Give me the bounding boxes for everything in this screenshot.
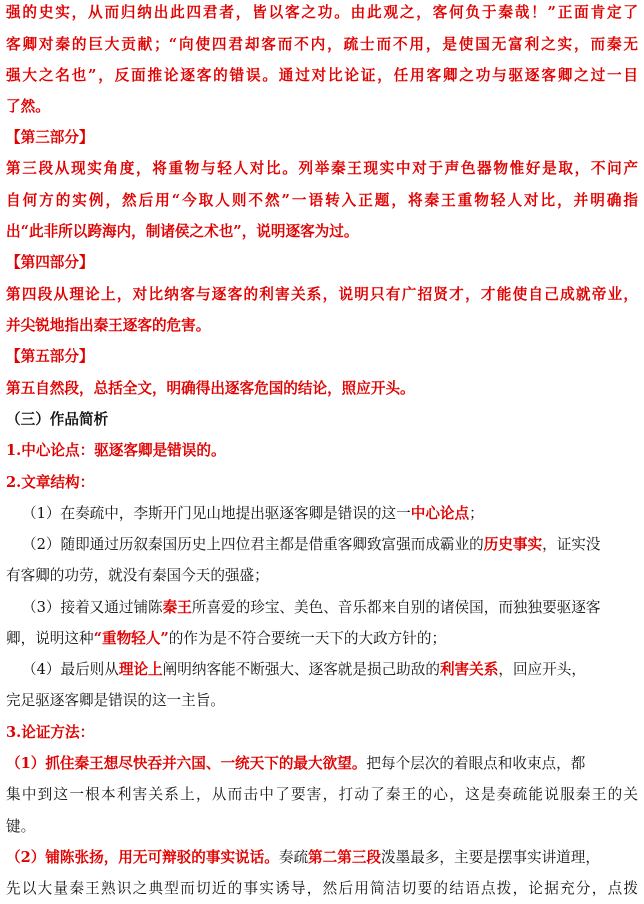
structure-item	[22, 503, 644, 525]
text-span: 把每个层次的着眼点和收束点，都	[366, 755, 586, 772]
text-span: 泼墨最多，主要是摆事实讲道理，	[381, 849, 600, 866]
highlight-span: 理论上	[118, 661, 163, 678]
text-span: （2）随即通过历叙秦国历史上四位君主都是借重客卿致富强而成霸业的	[22, 536, 484, 553]
paragraph-line: 了然。	[6, 98, 50, 115]
method-item	[6, 847, 638, 869]
paragraph-line: 客卿对秦的巨大贡献；“向使四君却客而不内，疏士而不用，是使国无富利之实，而秦无	[6, 36, 638, 53]
text-span: （1）在奏疏中，李斯开门见山地提出驱逐客卿是错误的这一	[22, 505, 411, 522]
structure-item	[22, 534, 638, 556]
section-heading: 【第三部分】	[6, 129, 94, 146]
highlight-span: （2）铺陈张扬，用无可辩驳的事实说话。	[6, 849, 279, 866]
text-span: 奏疏	[278, 849, 309, 866]
structure-item	[22, 597, 638, 619]
text-span: ，回应开头，	[498, 661, 586, 678]
paragraph-line: 并尖锐地指出秦王逐客的危害。	[6, 317, 211, 334]
section-heading: 【第五部分】	[6, 348, 94, 365]
text-span: 所喜爱的珍宝、美色、音乐都来自别的诸侯国，而独独要驱逐客	[191, 599, 601, 616]
highlight-span: 利害关系	[439, 661, 499, 678]
paragraph-line: 第五自然段，总括全文，明确得出逐客危国的结论，照应开头。	[6, 380, 415, 397]
point-heading: 1.中心论点：驱逐客卿是错误的。	[6, 442, 226, 459]
paragraph-line: 强的史实，从而归纳出此四君者，皆以客之功。由此观之，客何负于秦哉！”正面肯定了	[6, 4, 638, 21]
paragraph-line: 集中到这一根本利害关系上，从而击中了要害，打动了秦王的心，这是奏疏能说服秦王的关	[6, 786, 638, 803]
highlight-span: （1）抓住秦王想尽快吞并六国、一统天下的最大欲望。	[6, 755, 367, 772]
point-heading: 2.文章结构：	[6, 474, 95, 491]
paragraph-line: 完足驱逐客卿是错误的这一主旨。	[6, 692, 225, 709]
highlight-span: 秦王	[162, 599, 192, 616]
paragraph-line: 自何方的实例，然后用“今取人则不然”一语转入正题，将秦王重物轻人对比，并明确指	[6, 192, 638, 209]
highlight-span: 第二第三段	[308, 849, 382, 866]
method-item	[6, 753, 638, 775]
text-span: 阐明纳客能不断强大、逐客就是损己助敌的	[162, 661, 440, 678]
paragraph-line: 第四段从理论上，对比纳客与逐客的利害关系，说明只有广招贤才，才能使自己成就帝业，	[6, 286, 638, 303]
paragraph-line: 强大之名也”，反面推论逐客的错误。通过对比论证，任用客卿之功与驱逐客卿之过一目	[6, 67, 638, 84]
text-span: ，证实没	[542, 536, 601, 553]
highlight-span: 历史事实	[483, 536, 543, 553]
text-span: （4）最后则从	[22, 661, 119, 678]
paragraph-line	[6, 628, 638, 650]
highlight-span: 中心论点	[410, 505, 470, 522]
text-span: 的作为是不符合要统一天下的大政方针的；	[168, 630, 447, 647]
paragraph-line: 先以大量秦王熟识之典型而切近的事实诱导，然后用简洁切要的结语点拨，论据充分，点拨	[6, 880, 638, 897]
text-span: 卿，说明这种	[6, 630, 94, 647]
point-heading: 3.论证方法：	[6, 724, 95, 741]
text-span: ；	[469, 505, 484, 522]
highlight-span: “重物轻人”	[93, 630, 169, 647]
paragraph-line: 有客卿的功劳，就没有秦国今天的强盛；	[6, 567, 269, 584]
structure-item	[22, 659, 638, 681]
paragraph-line: 键。	[6, 818, 36, 835]
subsection-heading: （三）作品简析	[6, 411, 109, 428]
text-span: （3）接着又通过铺陈	[22, 599, 163, 616]
paragraph-line: 第三段从现实角度，将重物与轻人对比。列举秦王现实中对于声色器物惟好是取，不问产	[6, 160, 638, 177]
paragraph-line: 出“此非所以跨海内，制诸侯之术也”，说明逐客为过。	[6, 223, 359, 240]
section-heading: 【第四部分】	[6, 254, 94, 271]
